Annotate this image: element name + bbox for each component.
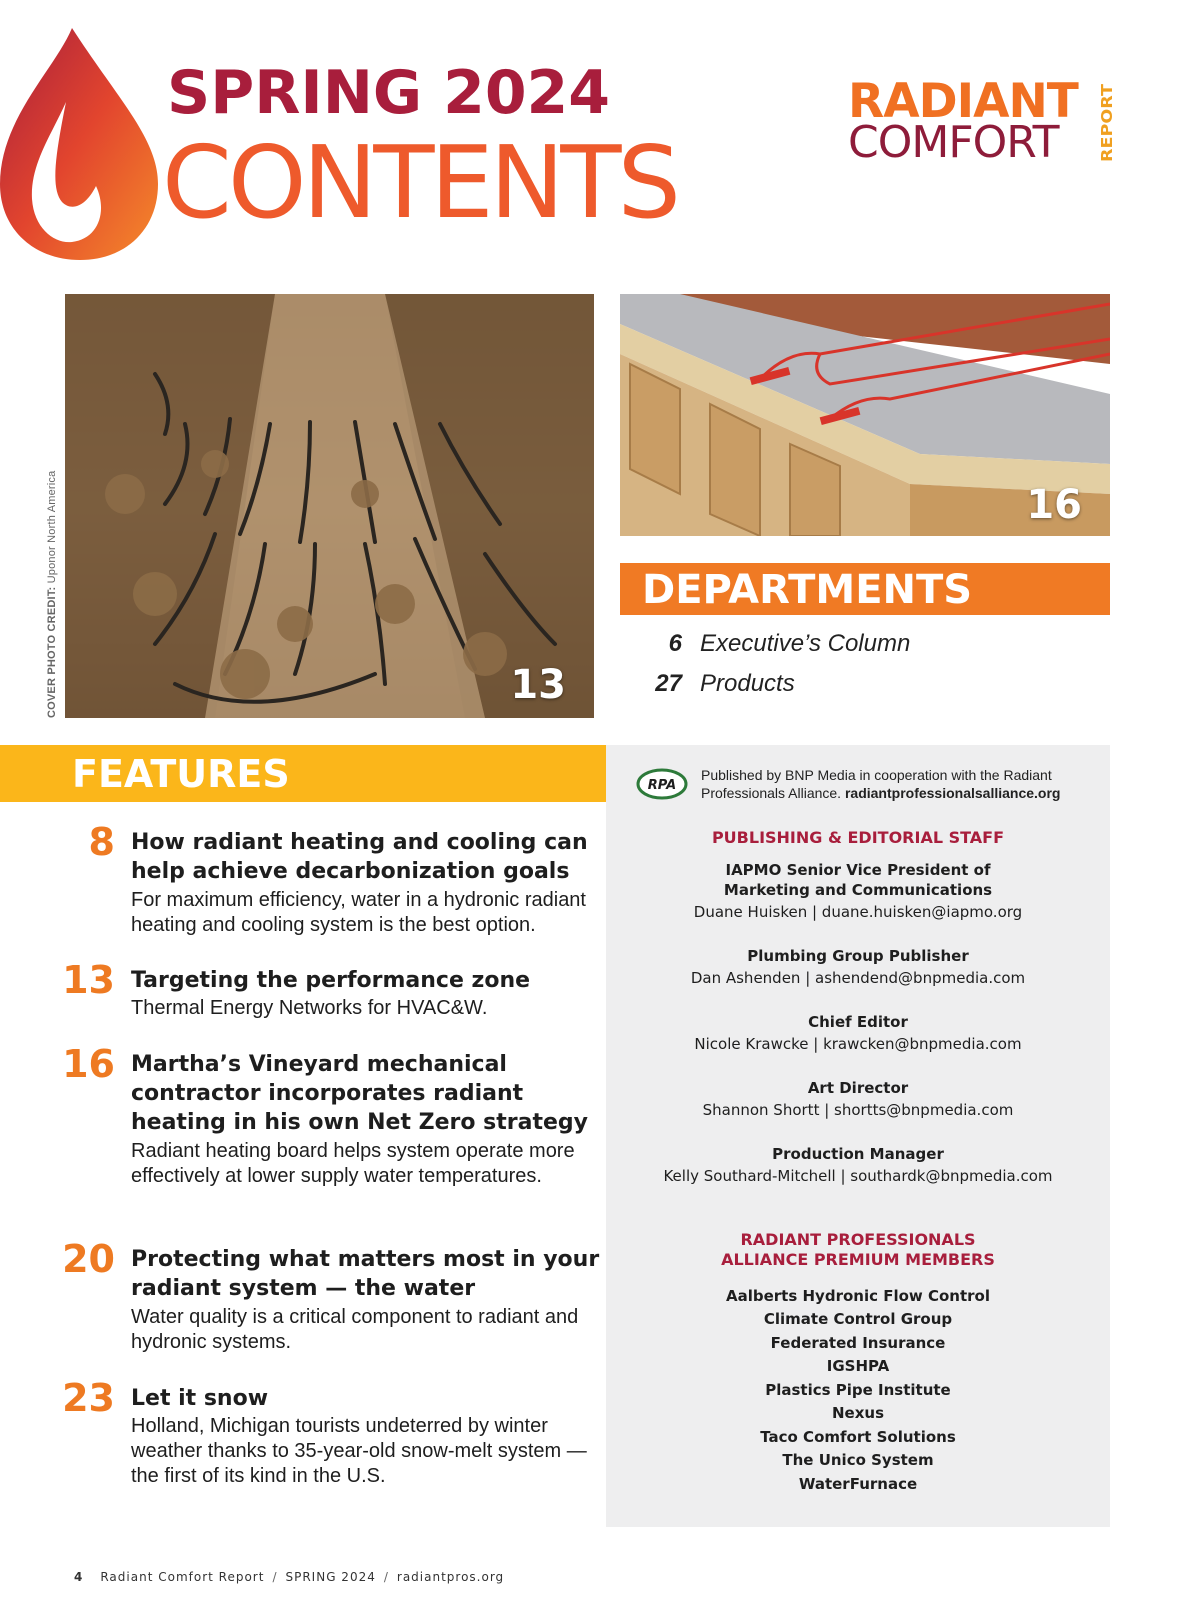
svg-text:REPORT: REPORT: [1098, 95, 1116, 162]
member-name: Taco Comfort Solutions: [760, 1428, 956, 1446]
brand-radiant-text: RADIANT: [848, 74, 1078, 129]
staff-role: Plumbing Group Publisher: [747, 947, 969, 965]
staff-role: Chief Editor: [808, 1013, 908, 1031]
feature-description: Thermal Energy Networks for HVAC&W.: [131, 997, 488, 1019]
feature-title: Protecting what matters most in your radiant system — the water: [131, 1247, 600, 1301]
staff-person: Shannon Shortt | shortts@bnpmedia.com: [702, 1101, 1014, 1119]
cover-photo-credit: [46, 471, 58, 718]
svg-text:RPA: RPA: [647, 778, 677, 793]
department-label: Products: [700, 670, 795, 697]
staff-person: Kelly Southard-Mitchell | southardk@bnpmedia.com: [663, 1167, 1053, 1185]
page-footer: [74, 1570, 504, 1584]
member-name: WaterFurnace: [798, 1475, 918, 1493]
footer-issue: SPRING 2024: [285, 1570, 376, 1584]
brand-comfort-text: COMFORT: [848, 117, 1059, 168]
trench-page-number: 13: [510, 662, 566, 708]
members-title: ALLIANCE PREMIUM MEMBERS: [721, 1250, 995, 1269]
flame-drop-logo: [0, 24, 160, 264]
feature-description: Radiant heating board helps system operate more effectively at lower supply water temperatures.: [131, 1140, 575, 1187]
member-name: Federated Insurance: [770, 1334, 946, 1352]
footer-separator: /: [383, 1570, 389, 1584]
department-page: 27: [655, 670, 682, 697]
member-name: Plastics Pipe Institute: [765, 1381, 951, 1399]
members-title: RADIANT PROFESSIONALS: [740, 1230, 976, 1249]
feature-title: Let it snow: [131, 1386, 269, 1411]
feature-description: For maximum efficiency, water in a hydronic radiant heating and cooling system is the best option.: [131, 889, 586, 936]
publisher-text: Published by BNP Media in cooperation with the Radiant Professionals Alliance.: [701, 767, 1052, 801]
feature-title: How radiant heating and cooling can help achieve decarbonization goals: [131, 830, 588, 884]
feature-title: Martha’s Vineyard mechanical contractor incorporates radiant heating in his own Net Zero strategy: [131, 1052, 588, 1135]
feature-page: 20: [62, 1237, 115, 1281]
department-label: Executive’s Column: [700, 630, 911, 657]
departments-title: DEPARTMENTS: [642, 567, 973, 613]
feature-page: 16: [62, 1042, 115, 1086]
publisher-url[interactable]: radiantprofessionalsalliance.org: [844, 785, 1061, 801]
staff-person: Dan Ashenden | ashendend@bnpmedia.com: [690, 969, 1026, 987]
member-name: Nexus: [831, 1404, 884, 1422]
staff-role: Marketing and Communications: [723, 881, 993, 899]
department-page: 6: [668, 630, 682, 657]
department-item[interactable]: [620, 630, 910, 660]
staff-role: Art Director: [807, 1079, 909, 1097]
staff-role: Production Manager: [772, 1145, 944, 1163]
feature-page: 8: [88, 820, 115, 864]
departments-header: [620, 563, 1110, 615]
radiant-comfort-report-logo: [848, 74, 1138, 168]
feature-page: 13: [62, 958, 115, 1002]
staff-panel: [606, 745, 1110, 1527]
feature-title: Targeting the performance zone: [131, 968, 531, 993]
feature-description: Water quality is a critical component to radiant and hydronic systems.: [131, 1306, 579, 1353]
features-header: [0, 745, 606, 802]
trench-snowmelt-photo[interactable]: [65, 294, 594, 718]
trench-illustration: [65, 294, 594, 718]
radiant-floor-panel-photo[interactable]: [620, 294, 1110, 536]
member-name: Climate Control Group: [763, 1310, 953, 1328]
footer-website[interactable]: radiantpros.org: [396, 1570, 505, 1584]
credit-label: COVER PHOTO CREDIT:: [46, 586, 58, 718]
credit-value: Uponor North America: [46, 470, 58, 584]
member-name: Aalberts Hydronic Flow Control: [726, 1287, 990, 1305]
department-item[interactable]: [620, 670, 795, 700]
member-name: IGSHPA: [826, 1357, 890, 1375]
page-number: 4: [74, 1570, 83, 1584]
feature-page: 23: [62, 1376, 115, 1420]
rpa-logo-icon: [636, 767, 688, 801]
publisher-note: [701, 766, 1096, 802]
brand-report-text: [1098, 84, 1116, 162]
staff-person: Nicole Krawcke | krawcken@bnpmedia.com: [694, 1035, 1022, 1053]
feature-description: Holland, Michigan tourists undeterred by winter weather thanks to 35-year-old snow-melt system — the first of its kind in the U.S.: [131, 1415, 587, 1487]
staff-role: IAPMO Senior Vice President of: [725, 861, 991, 879]
footer-separator: /: [272, 1570, 278, 1584]
contents-title: CONTENTS: [162, 124, 677, 241]
staff-person: Duane Huisken | duane.huisken@iapmo.org: [693, 903, 1023, 921]
issue-season-title: SPRING 2024: [167, 58, 611, 128]
features-title: FEATURES: [72, 752, 290, 796]
footer-publication: Radiant Comfort Report: [100, 1570, 265, 1584]
floor-page-number: 16: [1026, 482, 1082, 528]
member-name: The Unico System: [782, 1451, 934, 1469]
staff-section-title: PUBLISHING & EDITORIAL STAFF: [711, 828, 1005, 847]
